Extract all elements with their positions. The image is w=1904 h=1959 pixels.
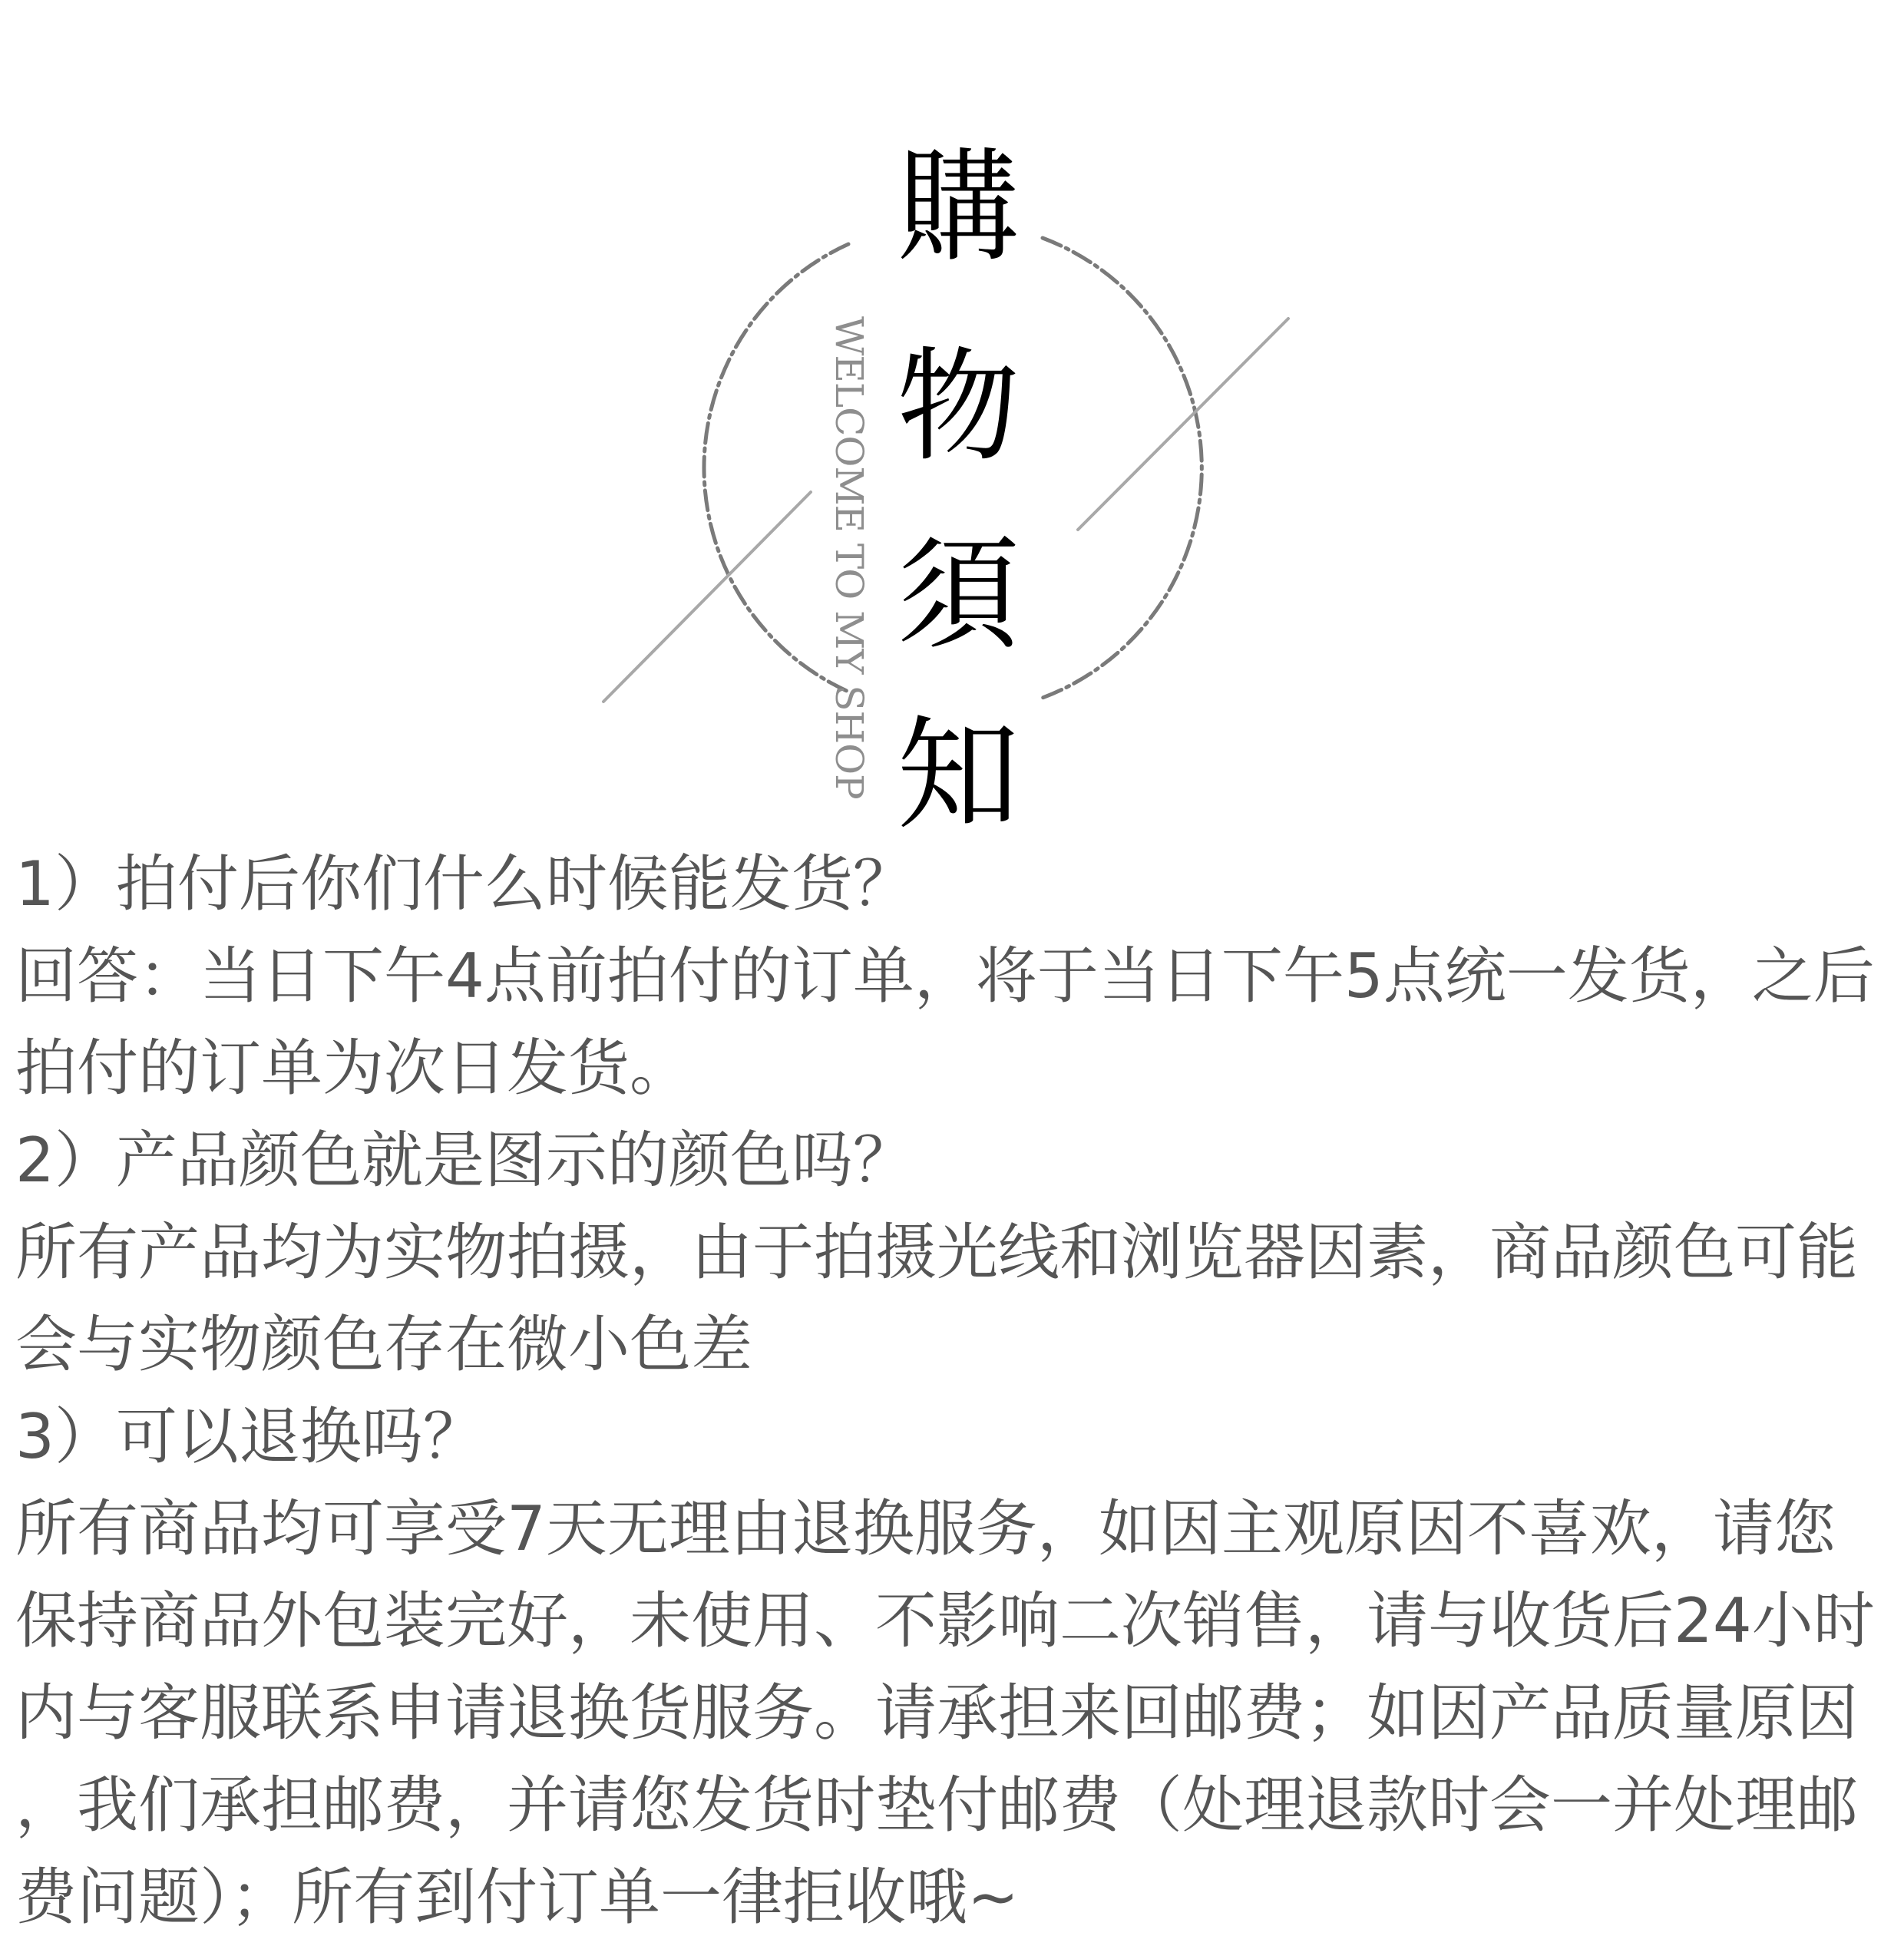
faq-question-2: 2）产品颜色就是图示的颜色吗？: [15, 1125, 914, 1196]
faq-answer-3-line-3: 内与客服联系申请退换货服务。请承担来回邮费；如因产品质量原因: [15, 1677, 1858, 1749]
title-char-3: 須: [897, 523, 1020, 666]
faq-answer-2-line-2: 会与实物颜色存在微小色差: [15, 1309, 752, 1380]
circle-arc-right: [1043, 238, 1202, 698]
faq-answer-3-line-4: ，我们承担邮费，并请您发货时垫付邮费（处理退款时会一并处理邮: [15, 1769, 1858, 1841]
title-char-4: 知: [897, 703, 1020, 847]
diagonal-line-upper-right: [1078, 319, 1288, 530]
welcome-subtitle: WELCOME TO MY SHOP: [827, 316, 871, 799]
faq-answer-1-line-1: 回答：当日下午4点前拍付的订单，将于当日下午5点统一发货，之后: [15, 940, 1875, 1012]
title-char-2: 物: [897, 335, 1020, 478]
faq-answer-2-line-1: 所有产品均为实物拍摄，由于拍摄光线和浏览器因素，商品颜色可能: [15, 1217, 1858, 1288]
faq-answer-3-line-2: 保持商品外包装完好，未使用、不影响二次销售，请与收货后24小时: [15, 1585, 1875, 1657]
faq-answer-3-line-1: 所有商品均可享受7天无理由退换服务，如因主观原因不喜欢，请您: [15, 1493, 1836, 1564]
title-char-1: 購: [897, 135, 1020, 279]
diagonal-line-lower-left: [603, 492, 811, 702]
faq-question-1: 1）拍付后你们什么时候能发货？: [15, 848, 914, 920]
faq-section: [15, 838, 1895, 1944]
faq-answer-1-line-2: 拍付的订单为次日发货。: [15, 1032, 691, 1104]
faq-answer-3-line-5: 费问题）；所有到付订单一律拒收哦~: [15, 1862, 1020, 1933]
faq-question-3: 3）可以退换吗？: [15, 1401, 484, 1472]
